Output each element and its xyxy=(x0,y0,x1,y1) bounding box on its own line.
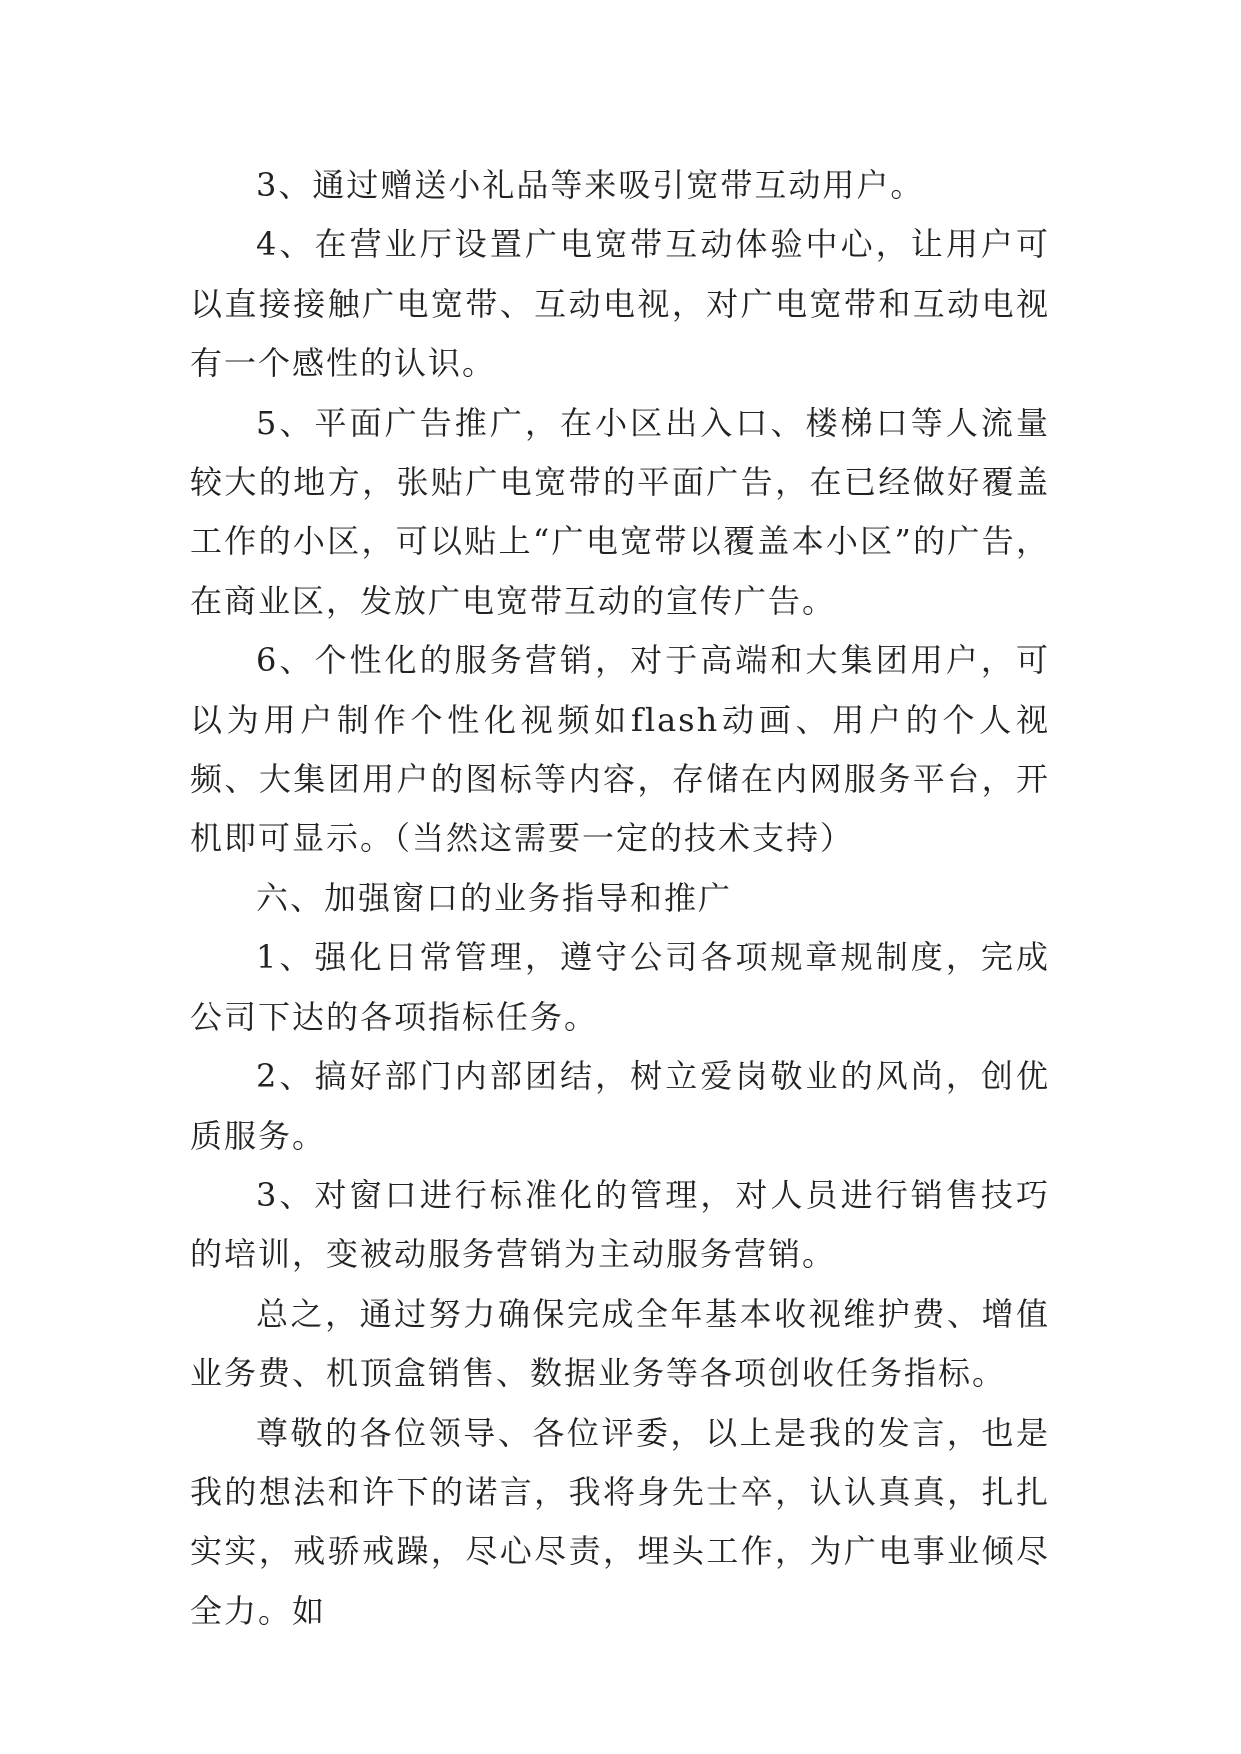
paragraph-item-5-print-ads: 5、平面广告推广，在小区出入口、楼梯口等人流量较大的地方，张贴广电宽带的平面广告，在已经做好覆盖工作的小区，可以贴上“广电宽带以覆盖本小区”的广告，在商业区，发放广电宽带互动的宣传广告。 xyxy=(190,403,1050,620)
paragraph-item-3-standardization: 3、对窗口进行标准化的管理，对人员进行销售技巧的培训，变被动服务营销为主动服务营销。 xyxy=(190,1175,1050,1274)
paragraph-item-6-personalized-service: 6、个性化的服务营销，对于高端和大集团用户，可以为用户制作个性化视频如flash动画、用户的个人视频、大集团用户的图标等内容，存储在内网服务平台，开机即可显示。（当然这需要一定的技术支持） xyxy=(190,641,1050,858)
paragraph-summary: 总之，通过努力确保完成全年基本收视维护费、增值业务费、机顶盒销售、数据业务等各项创收任务指标。 xyxy=(190,1294,1050,1393)
paragraph-item-4-experience-center: 4、在营业厅设置广电宽带互动体验中心，让用户可以直接接触广电宽带、互动电视，对广电宽带和互动电视有一个感性的认识。 xyxy=(190,225,1050,383)
document-body xyxy=(190,156,1050,1641)
paragraph-item-2-team-unity: 2、搞好部门内部团结，树立爱岗敬业的风尚，创优质服务。 xyxy=(190,1057,1050,1155)
section-heading-six: 六、加强窗口的业务指导和推广 xyxy=(256,878,733,917)
paragraph-item-3-gifts: 3、通过赠送小礼品等来吸引宽带互动用户。 xyxy=(256,166,925,204)
paragraph-closing: 尊敬的各位领导、各位评委，以上是我的发言，也是我的想法和许下的诺言，我将身先士卒，认认真真，扎扎实实，戒骄戒躁，尽心尽责，埋头工作，为广电事业倾尽全力。如 xyxy=(190,1413,1050,1630)
paragraph-item-1-daily-management: 1、强化日常管理，遵守公司各项规章规制度，完成公司下达的各项指标任务。 xyxy=(190,938,1050,1036)
